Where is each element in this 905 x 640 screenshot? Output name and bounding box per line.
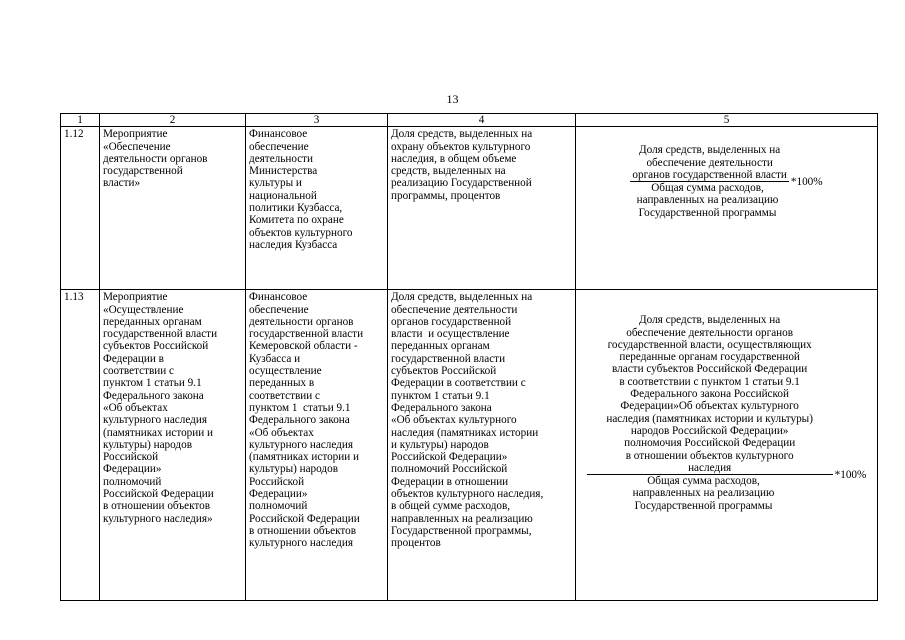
text-line: Федерального закона Российской — [630, 388, 789, 401]
text-line: Российской Федерации — [249, 512, 360, 525]
text-line: Мероприятие — [103, 291, 168, 304]
text-line: пунктом 1 статьи 9.1 — [249, 401, 351, 414]
text-line: направленных на реализацию — [391, 512, 533, 525]
text-line: полномочий — [249, 500, 308, 513]
text-line: Государственной программы — [634, 499, 773, 512]
text-line: обеспечение — [249, 140, 309, 153]
text-line: «Об объектах — [103, 401, 168, 414]
text-line: субъектов Российской — [391, 365, 497, 378]
text-line: политики Кузбасса, — [249, 202, 343, 215]
text-line: (памятниках истории и — [249, 451, 360, 464]
text-line: субъектов Российской — [103, 340, 209, 353]
formula — [579, 291, 874, 512]
formula-denominator — [637, 182, 779, 219]
column-header: 1 — [61, 114, 100, 127]
table-header-row — [61, 114, 878, 127]
text-line: в отношении объектов — [249, 524, 356, 537]
formula-denominator — [633, 475, 775, 512]
text-line: Федерации в отношении — [391, 475, 509, 488]
text-line: органов государственной власти — [632, 168, 787, 181]
event-cell — [100, 127, 246, 290]
page-number: 13 — [446, 92, 459, 106]
text-line: культуры и — [249, 177, 302, 190]
text-line: государственной власти, осуществляющих — [607, 338, 812, 351]
text-line: культурного наследия — [249, 438, 353, 451]
text-line: и культуры) народов — [391, 438, 489, 451]
text-line: Российской Федерации» — [391, 451, 508, 464]
indicator-cell — [388, 290, 576, 601]
text-line: Комитета по охране — [249, 214, 344, 227]
text-line: власти субъектов Российской Федерации — [612, 363, 808, 376]
table-row — [61, 127, 878, 290]
text-line: (памятниках истории и — [103, 426, 214, 439]
text-line: переданные органам государственной — [619, 351, 800, 364]
text-line: культурного наследия — [249, 537, 353, 550]
column-header: 2 — [100, 114, 246, 127]
text-line: культурного наследия — [103, 414, 207, 427]
text-line: пунктом 1 статьи 9.1 — [103, 377, 202, 390]
text-line: власти и осуществление — [391, 328, 510, 341]
text-line: Федерации»Об объектах культурного — [620, 400, 799, 413]
text-line: в отношении объектов — [103, 500, 210, 513]
text-line: наследия Кузбасса — [249, 238, 338, 251]
text-line: государственной — [103, 165, 183, 178]
text-line: Доля средств, выделенных на — [639, 144, 781, 157]
text-line: Общая сумма расходов, — [651, 182, 764, 195]
text-line: власти» — [103, 177, 141, 190]
text-line: переданных органам — [391, 340, 490, 353]
text-line: реализацию Государственной — [391, 177, 532, 190]
text-line: полномочий — [103, 475, 162, 488]
text-line: Государственной программы, — [391, 524, 532, 537]
text-line: Финансовое — [249, 128, 308, 141]
text-line: Федерации в соответствии с — [391, 377, 526, 390]
text-line: деятельности органов — [103, 152, 208, 165]
text-line: деятельности — [249, 152, 314, 165]
text-line: Финансовое — [249, 291, 308, 304]
row-number-cell: 1.12 — [61, 127, 100, 290]
text-line: переданных органам — [103, 315, 202, 328]
text-line: Российской Федерации — [103, 488, 214, 501]
text-line: в общей сумме расходов, — [391, 500, 511, 513]
text-line: Доля средств, выделенных на — [391, 291, 533, 304]
formula — [579, 128, 874, 219]
text-line: Общая сумма расходов, — [647, 475, 760, 488]
text-line: обеспечение деятельности — [391, 303, 518, 316]
text-line: переданных в — [249, 377, 315, 390]
text-line: государственной власти — [103, 328, 218, 341]
text-line: органов государственной — [391, 315, 512, 328]
text-line: Министерства — [249, 165, 318, 178]
column-header: 5 — [576, 114, 878, 127]
column-header: 4 — [388, 114, 576, 127]
text-line: Российской — [249, 475, 305, 488]
indicator-cell — [388, 127, 576, 290]
text-line: осуществление — [249, 365, 322, 378]
text-line: Федерации в — [103, 352, 164, 365]
table-row — [61, 290, 878, 601]
formula-cell — [576, 127, 878, 290]
text-line: обеспечение — [249, 303, 309, 316]
text-line: культуры) народов — [103, 438, 192, 451]
text-line: программы, процентов — [391, 189, 501, 202]
text-line: объектов культурного наследия, — [391, 488, 544, 501]
column-header: 3 — [246, 114, 388, 127]
text-line: народов Российской Федерации» — [630, 424, 789, 437]
text-line: культурного наследия» — [103, 512, 213, 525]
text-line: Российской — [103, 451, 159, 464]
text-line: наследия, в общем объеме — [391, 152, 517, 165]
formula-factor: *100% — [834, 468, 867, 481]
text-line: объектов культурного — [249, 226, 353, 239]
text-line: государственной власти — [249, 328, 364, 341]
text-line: процентов — [391, 537, 441, 550]
text-line: Доля средств, выделенных на — [639, 314, 781, 327]
indicator-table — [60, 113, 878, 601]
text-line: полномочия Российской Федерации — [624, 437, 796, 450]
text-line: направленных на реализацию — [632, 487, 775, 500]
text-line: обеспечение деятельности — [646, 156, 773, 169]
text-line: национальной — [249, 189, 317, 202]
text-line: соответствии с — [249, 389, 320, 402]
text-line: Государственной программы — [638, 206, 777, 219]
formula-factor: *100% — [790, 175, 823, 188]
text-line: Кемеровской области - — [249, 340, 358, 353]
text-line: Федерации» — [249, 488, 308, 501]
text-line: «Об объектах культурного — [391, 414, 517, 427]
text-line: охрану объектов культурного — [391, 140, 531, 153]
text-line: направленных на реализацию — [636, 194, 779, 207]
text-line: Федерального закона — [249, 414, 350, 427]
text-line: «Осуществление — [103, 303, 184, 316]
event-cell — [100, 290, 246, 601]
text-line: наследия (памятниках истории — [391, 426, 539, 439]
funding-cell — [246, 290, 388, 601]
text-line: в соответствии с пунктом 1 статьи 9.1 — [619, 375, 800, 388]
text-line: полномочий Российской — [391, 463, 508, 476]
text-line: «Об объектах — [249, 426, 314, 439]
row-number-cell: 1.13 — [61, 290, 100, 601]
text-line: государственной власти — [391, 352, 506, 365]
formula-numerator — [630, 144, 788, 182]
text-line: наследия (памятниках истории и культуры) — [606, 412, 813, 425]
text-line: средств, выделенных на — [391, 165, 506, 178]
text-line: Доля средств, выделенных на — [391, 128, 533, 141]
text-line: наследия — [688, 461, 732, 474]
formula-cell — [576, 290, 878, 601]
text-line: Федерального закона — [103, 389, 204, 402]
text-line: культуры) народов — [249, 463, 338, 476]
text-line: «Обеспечение — [103, 140, 171, 153]
funding-cell — [246, 127, 388, 290]
text-line: в отношении объектов культурного — [625, 449, 794, 462]
text-line: обеспечение деятельности органов — [626, 326, 794, 339]
text-line: Федерального закона — [391, 401, 492, 414]
text-line: пунктом 1 статьи 9.1 — [391, 389, 490, 402]
text-line: Федерации» — [103, 463, 162, 476]
text-line: Мероприятие — [103, 128, 168, 141]
text-line: деятельности органов — [249, 315, 354, 328]
formula-numerator — [587, 314, 833, 475]
text-line: Кузбасса и — [249, 352, 301, 365]
text-line: соответствии с — [103, 365, 174, 378]
